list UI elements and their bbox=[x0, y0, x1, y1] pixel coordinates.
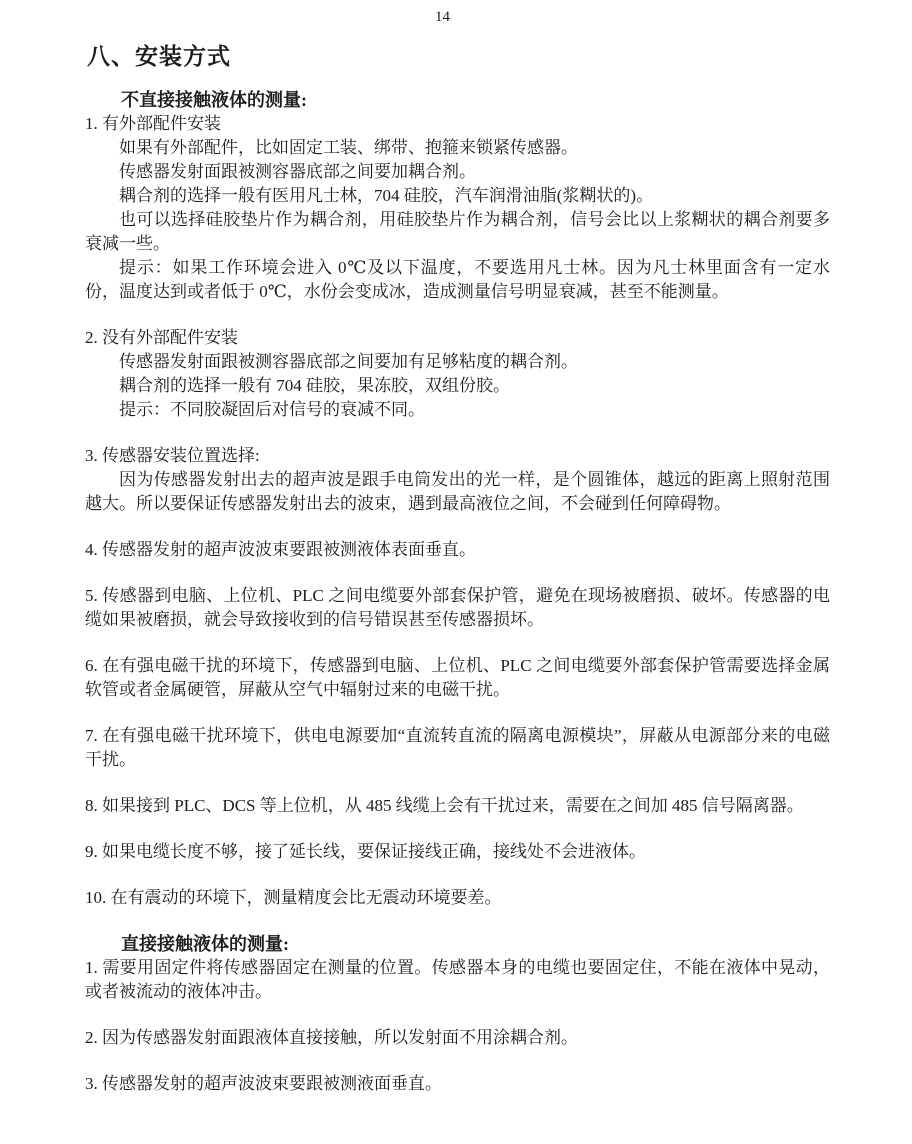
item-lead: 10. 在有震动的环境下，测量精度会比无震动环境要差。 bbox=[85, 888, 502, 907]
chapter-title: 八、安装方式 bbox=[87, 44, 231, 69]
list-item-8 bbox=[85, 794, 830, 818]
item-paragraph: 提示：如果工作环境会进入 0℃及以下温度，不要选用凡士林。因为凡士林里面含有一定水份，温度达到或者低于 0℃，水份会变成冰，造成测量信号明显衰减，甚至不能测量。 bbox=[85, 258, 830, 301]
section-heading: 不直接接触液体的测量: bbox=[121, 90, 307, 110]
item-paragraph: 耦合剂的选择一般有医用凡士林，704 硅胶，汽车润滑油脂(浆糊状的)。 bbox=[119, 186, 654, 205]
item-lead: 3. 传感器安装位置选择: bbox=[85, 446, 260, 465]
section-heading: 直接接触液体的测量: bbox=[121, 934, 289, 954]
item-paragraph: 传感器发射面跟被测容器底部之间要加有足够粘度的耦合剂。 bbox=[119, 352, 578, 371]
item-lead: 4. 传感器发射的超声波波束要跟被测液体表面垂直。 bbox=[85, 540, 476, 559]
item-lead: 9. 如果电缆长度不够，接了延长线，要保证接线正确，接线处不会进液体。 bbox=[85, 842, 646, 861]
list-item-3 bbox=[85, 444, 830, 516]
list-item-7 bbox=[85, 724, 830, 772]
list-item-10 bbox=[85, 886, 830, 910]
item-lead: 5. 传感器到电脑、上位机、PLC 之间电缆要外部套保护管，避免在现场被磨损、破坏。传感器的电缆如果被磨损，就会导致接收到的信号错误甚至传感器损坏。 bbox=[85, 586, 830, 629]
item-lead: 7. 在有强电磁干扰环境下，供电电源要加“直流转直流的隔离电源模块”，屏蔽从电源部分来的电磁干扰。 bbox=[85, 726, 830, 769]
item-lead: 1. 有外部配件安装 bbox=[85, 114, 221, 133]
section-direct-contact-measurement bbox=[85, 932, 830, 1096]
item-paragraph: 因为传感器发射出去的超声波是跟手电筒发出的光一样，是个圆锥体，越远的距离上照射范围越大。所以要保证传感器发射出去的波束，遇到最高液位之间，不会碰到任何障碍物。 bbox=[85, 470, 830, 513]
list-item-2 bbox=[85, 326, 830, 422]
list-item-6 bbox=[85, 654, 830, 702]
item-paragraph: 提示：不同胶凝固后对信号的衰减不同。 bbox=[119, 400, 425, 419]
item-lead: 2. 因为传感器发射面跟液体直接接触，所以发射面不用涂耦合剂。 bbox=[85, 1028, 578, 1047]
item-lead: 3. 传感器发射的超声波波束要跟被测液面垂直。 bbox=[85, 1074, 442, 1093]
item-paragraph: 如果有外部配件，比如固定工装、绑带、抱箍来锁紧传感器。 bbox=[119, 138, 578, 157]
page-number: 14 bbox=[435, 9, 450, 25]
list-item-2 bbox=[85, 1026, 830, 1050]
list-item-1 bbox=[85, 112, 830, 304]
item-paragraph: 耦合剂的选择一般有 704 硅胶，果冻胶，双组份胶。 bbox=[119, 376, 510, 395]
list-item-5 bbox=[85, 584, 830, 632]
list-item-3 bbox=[85, 1072, 830, 1096]
list-item-4 bbox=[85, 538, 830, 562]
item-lead: 1. 需要用固定件将传感器固定在测量的位置。传感器本身的电缆也要固定住，不能在液体中晃动，或者被流动的液体冲击。 bbox=[85, 958, 830, 1001]
item-paragraph: 传感器发射面跟被测容器底部之间要加耦合剂。 bbox=[119, 162, 476, 181]
item-lead: 8. 如果接到 PLC、DCS 等上位机，从 485 线缆上会有干扰过来，需要在之间加 485 信号隔离器。 bbox=[85, 796, 804, 815]
section-indirect-contact-measurement bbox=[85, 88, 830, 910]
item-paragraph: 也可以选择硅胶垫片作为耦合剂，用硅胶垫片作为耦合剂，信号会比以上浆糊状的耦合剂要多衰减一些。 bbox=[85, 210, 830, 253]
item-lead: 2. 没有外部配件安装 bbox=[85, 328, 238, 347]
item-lead: 6. 在有强电磁干扰的环境下，传感器到电脑、上位机、PLC 之间电缆要外部套保护管需要选择金属软管或者金属硬管，屏蔽从空气中辐射过来的电磁干扰。 bbox=[85, 656, 830, 699]
list-item-1 bbox=[85, 956, 830, 1004]
list-item-9 bbox=[85, 840, 830, 864]
